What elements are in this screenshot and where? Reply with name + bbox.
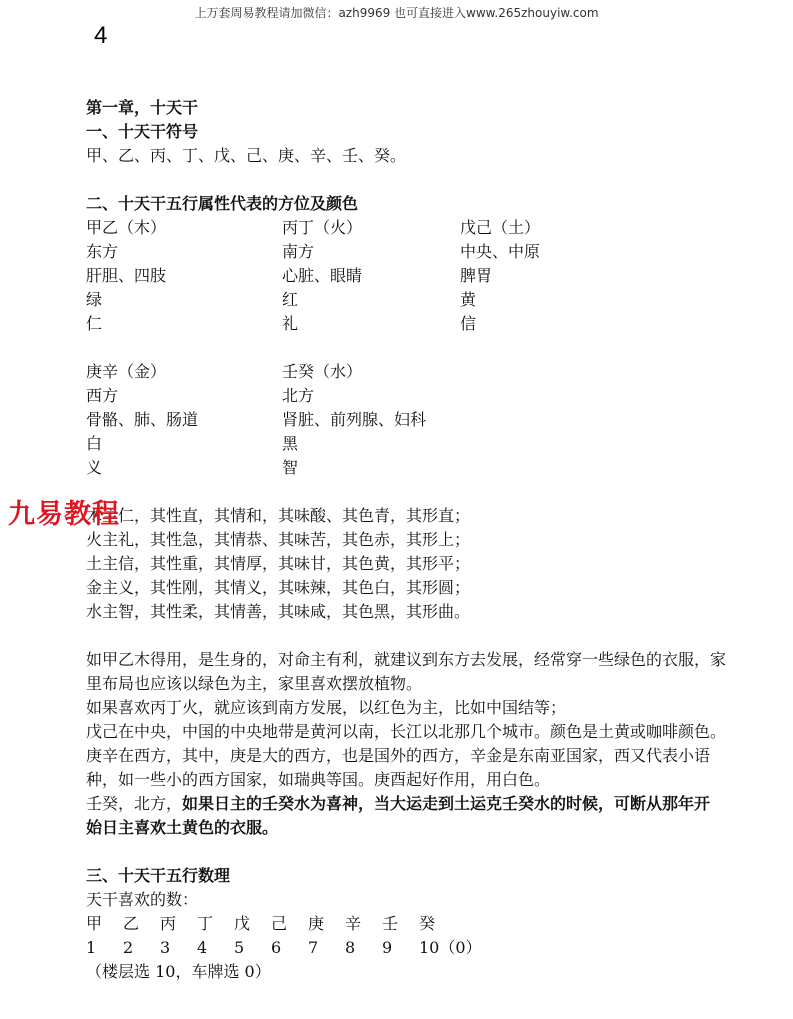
table-row (86, 264, 726, 288)
table-cell: 智 (282, 458, 299, 477)
traits-list (86, 504, 726, 624)
table-cell: 庚辛（金） (86, 362, 167, 381)
stem-label: 庚 (308, 914, 325, 933)
list-item: 火主礼，其性急，其情恭、其味苦，其色赤，其形上； (86, 530, 471, 549)
section-1-title: 一、十天干符号 (86, 122, 199, 141)
paragraph-wood: 如甲乙木得用，是生身的，对命主有利，就建议到东方去发展，经常穿一些绿色的衣服，家里布局也应该以绿色为主，家里喜欢摆放植物。 (86, 650, 727, 693)
table-cell: 义 (86, 458, 103, 477)
section-1-text: 甲、乙、丙、丁、戊、己、庚、辛、壬、癸。 (86, 146, 407, 165)
stem-number: 4 (197, 938, 208, 957)
stem-label: 丙 (160, 914, 177, 933)
table-cell: 北方 (282, 386, 315, 405)
stem-number: 3 (160, 938, 171, 957)
table-row (86, 384, 726, 408)
table-cell: 骨骼、肺、肠道 (86, 410, 199, 429)
element-table-1 (86, 216, 726, 336)
table-cell: 丙丁（火） (282, 218, 363, 237)
stem-label: 乙 (123, 914, 140, 933)
paragraph-earth: 戊己在中央，中国的中央地带是黄河以南，长江以北那几个城市。颜色是土黄或咖啡颜色。 (86, 722, 727, 741)
table-cell: 心脏、眼睛 (282, 266, 363, 285)
table-cell: 黑 (282, 434, 299, 453)
table-cell: 肝胆、四肢 (86, 266, 167, 285)
paragraph-water (86, 792, 726, 840)
table-cell: 礼 (282, 314, 299, 333)
section-3-note: （楼层选 10，车牌选 0） (86, 962, 271, 981)
table-cell: 戊己（土） (460, 218, 541, 237)
list-item: 水主智，其性柔，其情善，其味咸，其色黑，其形曲。 (86, 602, 471, 621)
table-cell: 白 (86, 434, 103, 453)
table-cell: 绿 (86, 290, 103, 309)
stem-label: 己 (271, 914, 288, 933)
paragraph-metal: 庚辛在西方，其中，庚是大的西方，也是国外的西方，辛金是东南亚国家，西又代表小语种，如一些小的西方国家，如瑞典等国。庚酉起好作用，用白色。 (86, 746, 711, 789)
header-watermark: 上万套周易教程请加微信：azh9969 也可直接进入www.265zhouyiw.com (194, 6, 599, 20)
paragraph-water-plain: 壬癸，北方， (86, 794, 183, 813)
stem-label: 壬 (382, 914, 399, 933)
stem-label: 甲 (86, 914, 103, 933)
numbers-row (86, 936, 726, 960)
stem-label: 戊 (234, 914, 251, 933)
table-row (86, 216, 726, 240)
table-row (86, 312, 726, 336)
table-cell: 红 (282, 290, 299, 309)
stem-number: 2 (123, 938, 134, 957)
stem-number: 5 (234, 938, 245, 957)
table-row (86, 408, 726, 432)
list-item: 金主义，其性刚，其情义，其味辣，其色白，其形圆； (86, 578, 471, 597)
stem-label: 癸 (419, 914, 436, 933)
table-cell: 南方 (282, 242, 315, 261)
stem-number: 9 (382, 938, 393, 957)
stem-number: 10（0） (419, 938, 482, 957)
paragraph-water-bold: 如果日主的壬癸水为喜神，当大运走到土运克壬癸水的时候，可断从那年开始日主喜欢土黄色的衣服。 (86, 794, 711, 837)
table-cell: 脾胃 (460, 266, 493, 285)
table-row (86, 288, 726, 312)
table-cell: 东方 (86, 242, 119, 261)
table-cell: 黄 (460, 290, 477, 309)
table-cell: 甲乙（木） (86, 218, 167, 237)
section-3-subtitle: 天干喜欢的数： (86, 890, 199, 909)
stems-row (86, 912, 726, 936)
stem-number: 1 (86, 938, 97, 957)
chapter-title: 第一章，十天干 (86, 98, 199, 117)
section-2-title: 二、十天干五行属性代表的方位及颜色 (86, 194, 359, 213)
stem-number: 8 (345, 938, 356, 957)
table-row (86, 360, 726, 384)
table-cell: 信 (460, 314, 477, 333)
table-row (86, 456, 726, 480)
table-cell: 中央、中原 (460, 242, 541, 261)
table-cell: 仁 (86, 314, 103, 333)
stem-label: 辛 (345, 914, 362, 933)
list-item: 土主信，其性重，其情厚，其味甘，其色黄，其形平； (86, 554, 471, 573)
page-number: 4 (94, 22, 108, 49)
document-body (86, 96, 726, 984)
table-row (86, 432, 726, 456)
stem-label: 丁 (197, 914, 214, 933)
element-table-2 (86, 360, 726, 480)
table-cell: 肾脏、前列腺、妇科 (282, 410, 427, 429)
stem-number: 7 (308, 938, 319, 957)
list-item: 木主仁，其性直，其情和，其味酸、其色青，其形直； (86, 506, 471, 525)
section-3-title: 三、十天干五行数理 (86, 866, 231, 885)
table-cell: 壬癸（水） (282, 362, 363, 381)
table-cell: 西方 (86, 386, 119, 405)
table-row (86, 240, 726, 264)
brand-logo: 九易教程 (8, 499, 120, 530)
stem-number: 6 (271, 938, 282, 957)
paragraph-fire: 如果喜欢丙丁火，就应该到南方发展，以红色为主，比如中国结等； (86, 698, 567, 717)
